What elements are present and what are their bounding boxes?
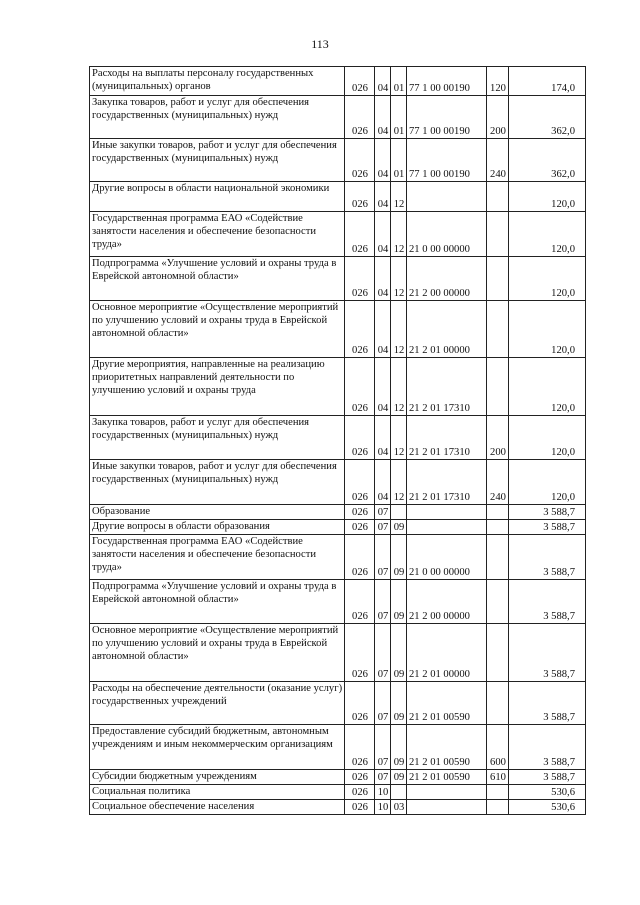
amount-cell: 530,6 (509, 800, 586, 815)
expense-type-code-cell (487, 505, 509, 520)
expense-type-code-cell (487, 520, 509, 535)
table-row (90, 182, 586, 212)
subsection-code-cell: 01 (391, 96, 407, 139)
row-name-cell: Закупка товаров, работ и услуг для обеспечения государственных (муниципальных) нужд (90, 96, 345, 139)
row-name-cell: Другие мероприятия, направленные на реализацию приоритетных направлений деятельности по улучшению условий и охраны труда (90, 358, 345, 416)
row-name-cell: Субсидии бюджетным учреждениям (90, 770, 345, 785)
ministry-code-cell: 026 (345, 505, 375, 520)
subsection-code-cell: 12 (391, 257, 407, 301)
subsection-code-cell: 12 (391, 212, 407, 257)
section-code-cell: 04 (375, 416, 391, 460)
expense-type-code-cell: 120 (487, 67, 509, 96)
subsection-code-cell: 09 (391, 624, 407, 682)
section-code-cell: 07 (375, 535, 391, 580)
amount-cell: 3 588,7 (509, 682, 586, 725)
amount-cell: 530,6 (509, 785, 586, 800)
amount-cell: 120,0 (509, 257, 586, 301)
ministry-code-cell: 026 (345, 416, 375, 460)
section-code-cell: 07 (375, 682, 391, 725)
expense-type-code-cell (487, 212, 509, 257)
section-code-cell: 07 (375, 505, 391, 520)
expense-type-code-cell: 200 (487, 416, 509, 460)
expense-type-code-cell (487, 301, 509, 358)
amount-cell: 3 588,7 (509, 535, 586, 580)
ministry-code-cell: 026 (345, 182, 375, 212)
section-code-cell: 07 (375, 580, 391, 624)
ministry-code-cell: 026 (345, 67, 375, 96)
amount-cell: 3 588,7 (509, 770, 586, 785)
amount-cell: 362,0 (509, 139, 586, 182)
table-row (90, 358, 586, 416)
expense-type-code-cell: 240 (487, 139, 509, 182)
section-code-cell: 07 (375, 520, 391, 535)
expense-type-code-cell (487, 682, 509, 725)
target-item-code-cell: 21 2 01 00590 (407, 770, 487, 785)
ministry-code-cell: 026 (345, 139, 375, 182)
table-row (90, 257, 586, 301)
expense-type-code-cell: 610 (487, 770, 509, 785)
ministry-code-cell: 026 (345, 212, 375, 257)
expense-type-code-cell (487, 182, 509, 212)
table-row (90, 785, 586, 800)
expense-type-code-cell (487, 257, 509, 301)
ministry-code-cell: 026 (345, 257, 375, 301)
row-name-cell: Предоставление субсидий бюджетным, автономным учреждениям и иным некоммерческим организациям (90, 725, 345, 770)
table-row (90, 96, 586, 139)
target-item-code-cell: 21 2 01 00000 (407, 301, 487, 358)
table-row (90, 800, 586, 815)
row-name-cell: Подпрограмма «Улучшение условий и охраны труда в Еврейской автономной области» (90, 580, 345, 624)
table-row (90, 580, 586, 624)
table-row (90, 212, 586, 257)
amount-cell: 3 588,7 (509, 725, 586, 770)
section-code-cell: 04 (375, 257, 391, 301)
section-code-cell: 10 (375, 800, 391, 815)
target-item-code-cell: 77 1 00 00190 (407, 67, 487, 96)
row-name-cell: Иные закупки товаров, работ и услуг для обеспечения государственных (муниципальных) нужд (90, 460, 345, 505)
ministry-code-cell: 026 (345, 725, 375, 770)
table-row (90, 505, 586, 520)
target-item-code-cell: 21 2 01 17310 (407, 358, 487, 416)
ministry-code-cell: 026 (345, 301, 375, 358)
target-item-code-cell (407, 785, 487, 800)
subsection-code-cell: 03 (391, 800, 407, 815)
target-item-code-cell: 21 0 00 00000 (407, 535, 487, 580)
subsection-code-cell: 09 (391, 535, 407, 580)
subsection-code-cell: 12 (391, 182, 407, 212)
row-name-cell: Социальная политика (90, 785, 345, 800)
amount-cell: 120,0 (509, 212, 586, 257)
amount-cell: 120,0 (509, 358, 586, 416)
target-item-code-cell: 21 2 01 17310 (407, 416, 487, 460)
row-name-cell: Расходы на обеспечение деятельности (оказание услуг) государственных учреждений (90, 682, 345, 725)
section-code-cell: 07 (375, 770, 391, 785)
subsection-code-cell: 01 (391, 139, 407, 182)
target-item-code-cell (407, 800, 487, 815)
amount-cell: 362,0 (509, 96, 586, 139)
ministry-code-cell: 026 (345, 800, 375, 815)
ministry-code-cell: 026 (345, 785, 375, 800)
expense-type-code-cell (487, 358, 509, 416)
target-item-code-cell: 21 2 01 00000 (407, 624, 487, 682)
row-name-cell: Другие вопросы в области национальной экономики (90, 182, 345, 212)
expense-type-code-cell: 240 (487, 460, 509, 505)
target-item-code-cell: 21 2 01 00590 (407, 725, 487, 770)
row-name-cell: Иные закупки товаров, работ и услуг для обеспечения государственных (муниципальных) нужд (90, 139, 345, 182)
amount-cell: 3 588,7 (509, 520, 586, 535)
ministry-code-cell: 026 (345, 770, 375, 785)
row-name-cell: Государственная программа ЕАО «Содействие занятости населения и обеспечение безопасности труда» (90, 212, 345, 257)
expense-type-code-cell (487, 785, 509, 800)
row-name-cell: Социальное обеспечение населения (90, 800, 345, 815)
table-row (90, 460, 586, 505)
subsection-code-cell: 09 (391, 580, 407, 624)
subsection-code-cell: 09 (391, 520, 407, 535)
row-name-cell: Закупка товаров, работ и услуг для обеспечения государственных (муниципальных) нужд (90, 416, 345, 460)
ministry-code-cell: 026 (345, 580, 375, 624)
amount-cell: 3 588,7 (509, 580, 586, 624)
table-row (90, 67, 586, 96)
section-code-cell: 04 (375, 67, 391, 96)
section-code-cell: 04 (375, 301, 391, 358)
subsection-code-cell: 12 (391, 301, 407, 358)
ministry-code-cell: 026 (345, 460, 375, 505)
row-name-cell: Расходы на выплаты персоналу государственных (муниципальных) органов (90, 67, 345, 96)
section-code-cell: 07 (375, 725, 391, 770)
ministry-code-cell: 026 (345, 520, 375, 535)
expense-type-code-cell (487, 535, 509, 580)
section-code-cell: 04 (375, 460, 391, 505)
amount-cell: 120,0 (509, 460, 586, 505)
table-row (90, 770, 586, 785)
ministry-code-cell: 026 (345, 624, 375, 682)
row-name-cell: Другие вопросы в области образования (90, 520, 345, 535)
section-code-cell: 04 (375, 96, 391, 139)
row-name-cell: Подпрограмма «Улучшение условий и охраны труда в Еврейской автономной области» (90, 257, 345, 301)
budget-table (89, 66, 586, 815)
amount-cell: 120,0 (509, 416, 586, 460)
section-code-cell: 07 (375, 624, 391, 682)
target-item-code-cell: 21 2 01 00590 (407, 682, 487, 725)
subsection-code-cell: 09 (391, 770, 407, 785)
target-item-code-cell: 77 1 00 00190 (407, 139, 487, 182)
ministry-code-cell: 026 (345, 682, 375, 725)
expense-type-code-cell (487, 800, 509, 815)
table-row (90, 624, 586, 682)
table-row (90, 301, 586, 358)
table-row (90, 535, 586, 580)
subsection-code-cell: 09 (391, 725, 407, 770)
row-name-cell: Образование (90, 505, 345, 520)
target-item-code-cell (407, 520, 487, 535)
ministry-code-cell: 026 (345, 96, 375, 139)
row-name-cell: Государственная программа ЕАО «Содействие занятости населения и обеспечение безопасности труда» (90, 535, 345, 580)
table-row (90, 682, 586, 725)
target-item-code-cell: 21 2 01 17310 (407, 460, 487, 505)
expense-type-code-cell: 200 (487, 96, 509, 139)
subsection-code-cell: 09 (391, 682, 407, 725)
expense-type-code-cell (487, 624, 509, 682)
table-row (90, 416, 586, 460)
target-item-code-cell: 21 2 00 00000 (407, 580, 487, 624)
table-row (90, 725, 586, 770)
expense-type-code-cell: 600 (487, 725, 509, 770)
subsection-code-cell: 01 (391, 67, 407, 96)
target-item-code-cell (407, 182, 487, 212)
ministry-code-cell: 026 (345, 358, 375, 416)
target-item-code-cell: 77 1 00 00190 (407, 96, 487, 139)
amount-cell: 3 588,7 (509, 505, 586, 520)
amount-cell: 174,0 (509, 67, 586, 96)
subsection-code-cell (391, 785, 407, 800)
row-name-cell: Основное мероприятие «Осуществление мероприятий по улучшению условий и охраны труда в Еврейской автономной области» (90, 624, 345, 682)
subsection-code-cell: 12 (391, 460, 407, 505)
table-row (90, 520, 586, 535)
subsection-code-cell: 12 (391, 358, 407, 416)
amount-cell: 120,0 (509, 182, 586, 212)
expense-type-code-cell (487, 580, 509, 624)
ministry-code-cell: 026 (345, 535, 375, 580)
amount-cell: 120,0 (509, 301, 586, 358)
section-code-cell: 04 (375, 139, 391, 182)
budget-table-body (90, 67, 586, 815)
section-code-cell: 04 (375, 212, 391, 257)
target-item-code-cell: 21 2 00 00000 (407, 257, 487, 301)
target-item-code-cell: 21 0 00 00000 (407, 212, 487, 257)
page-number: 113 (311, 37, 329, 51)
target-item-code-cell (407, 505, 487, 520)
section-code-cell: 04 (375, 358, 391, 416)
subsection-code-cell (391, 505, 407, 520)
amount-cell: 3 588,7 (509, 624, 586, 682)
row-name-cell: Основное мероприятие «Осуществление мероприятий по улучшению условий и охраны труда в Еврейской автономной области» (90, 301, 345, 358)
subsection-code-cell: 12 (391, 416, 407, 460)
table-row (90, 139, 586, 182)
section-code-cell: 04 (375, 182, 391, 212)
section-code-cell: 10 (375, 785, 391, 800)
